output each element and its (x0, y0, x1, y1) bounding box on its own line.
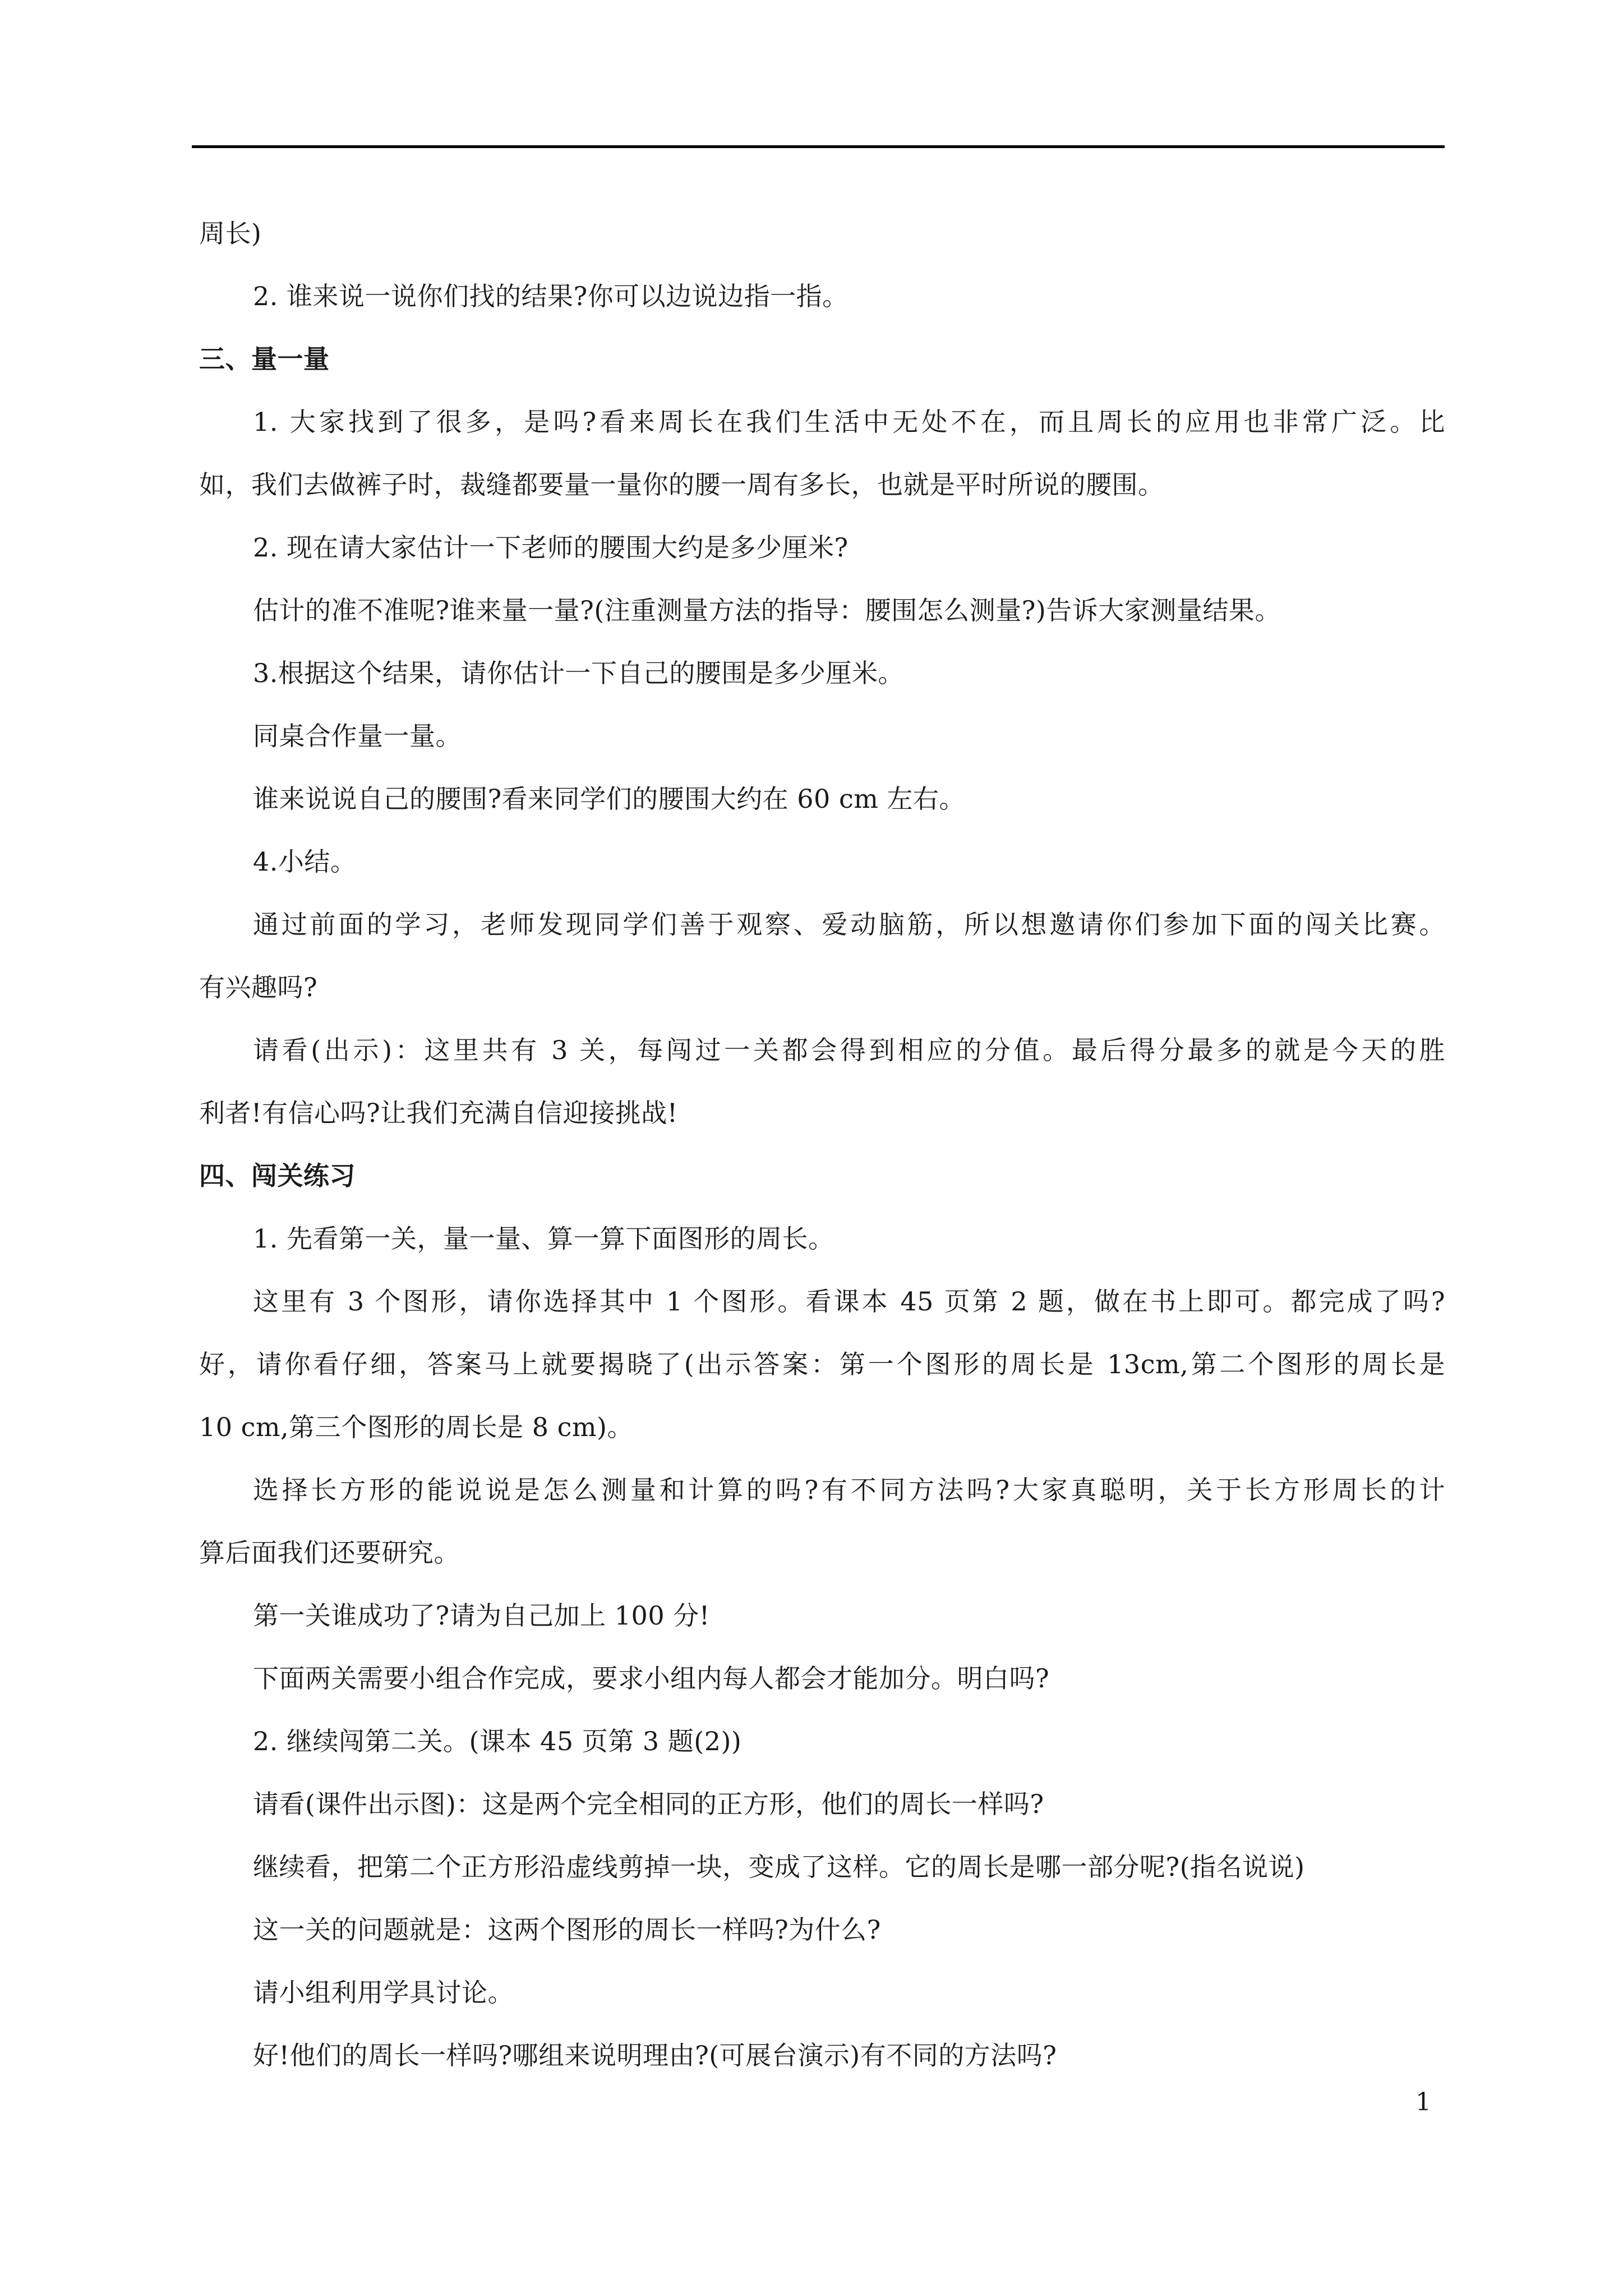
text-line: 估计的准不准呢?谁来量一量?(注重测量方法的指导：腰围怎么测量?)告诉大家测量结果。 (253, 595, 1281, 625)
text-line: 继续看，把第二个正方形沿虚线剪掉一块，变成了这样。它的周长是哪一部分呢?(指名说说) (253, 1852, 1305, 1882)
text-line: 请看(出示)：这里共有 3 关，每闯过一关都会得到相应的分值。最后得分最多的就是今天的胜 (253, 1035, 1445, 1065)
text-line: 好!他们的周长一样吗?哪组来说明理由?(可展台演示)有不同的方法吗? (253, 2040, 1057, 2070)
text-line: 2. 继续闯第二关。(课本 45 页第 3 题(2)) (253, 1726, 742, 1756)
document-body (199, 202, 1445, 2087)
text-line: 通过前面的学习，老师发现同学们善于观察、爱动脑筋，所以想邀请你们参加下面的闯关比赛。 (253, 909, 1445, 940)
section-heading: 三、量一量 (199, 344, 330, 374)
text-line: 好，请你看仔细，答案马上就要揭晓了(出示答案：第一个图形的周长是 13cm,第二个图形的周长是 (199, 1349, 1445, 1379)
text-line: 4.小结。 (253, 846, 357, 877)
text-line: 10 cm,第三个图形的周长是 8 cm)。 (199, 1412, 633, 1442)
text-line: 2. 现在请大家估计一下老师的腰围大约是多少厘米? (253, 532, 849, 563)
text-line: 如，我们去做裤子时，裁缝都要量一量你的腰一周有多长，也就是平时所说的腰围。 (199, 470, 1164, 500)
text-line: 谁来说说自己的腰围?看来同学们的腰围大约在 60 cm 左右。 (253, 784, 965, 814)
text-line: 同桌合作量一量。 (253, 721, 462, 751)
text-line: 有兴趣吗? (199, 972, 318, 1002)
text-line: 请小组利用学具讨论。 (253, 1977, 514, 2008)
text-line: 周长) (199, 218, 262, 249)
text-line: 这里有 3 个图形，请你选择其中 1 个图形。看课本 45 页第 2 题，做在书上即可。都完成了吗? (253, 1286, 1445, 1317)
text-line: 3.根据这个结果，请你估计一下自己的腰围是多少厘米。 (253, 658, 904, 688)
text-line: 请看(课件出示图)：这是两个完全相同的正方形，他们的周长一样吗? (253, 1789, 1044, 1819)
section-heading: 四、闯关练习 (199, 1161, 356, 1191)
header-rule (192, 145, 1445, 148)
text-line: 1. 大家找到了很多，是吗?看来周长在我们生活中无处不在，而且周长的应用也非常广泛。比 (253, 407, 1445, 437)
text-line: 1. 先看第一关，量一量、算一算下面图形的周长。 (253, 1223, 834, 1254)
text-line: 这一关的问题就是：这两个图形的周长一样吗?为什么? (253, 1915, 881, 1945)
text-line: 算后面我们还要研究。 (199, 1538, 460, 1568)
text-line: 2. 谁来说一说你们找的结果?你可以边说边指一指。 (253, 281, 849, 311)
text-line: 第一关谁成功了?请为自己加上 100 分! (253, 1600, 710, 1631)
text-line: 利者!有信心吗?让我们充满自信迎接挑战! (199, 1098, 678, 1128)
text-line: 下面两关需要小组合作完成，要求小组内每人都会才能加分。明白吗? (253, 1663, 1050, 1694)
text-line: 选择长方形的能说说是怎么测量和计算的吗?有不同方法吗?大家真聪明，关于长方形周长的计 (253, 1475, 1445, 1505)
page-number: 1 (1415, 2088, 1431, 2116)
